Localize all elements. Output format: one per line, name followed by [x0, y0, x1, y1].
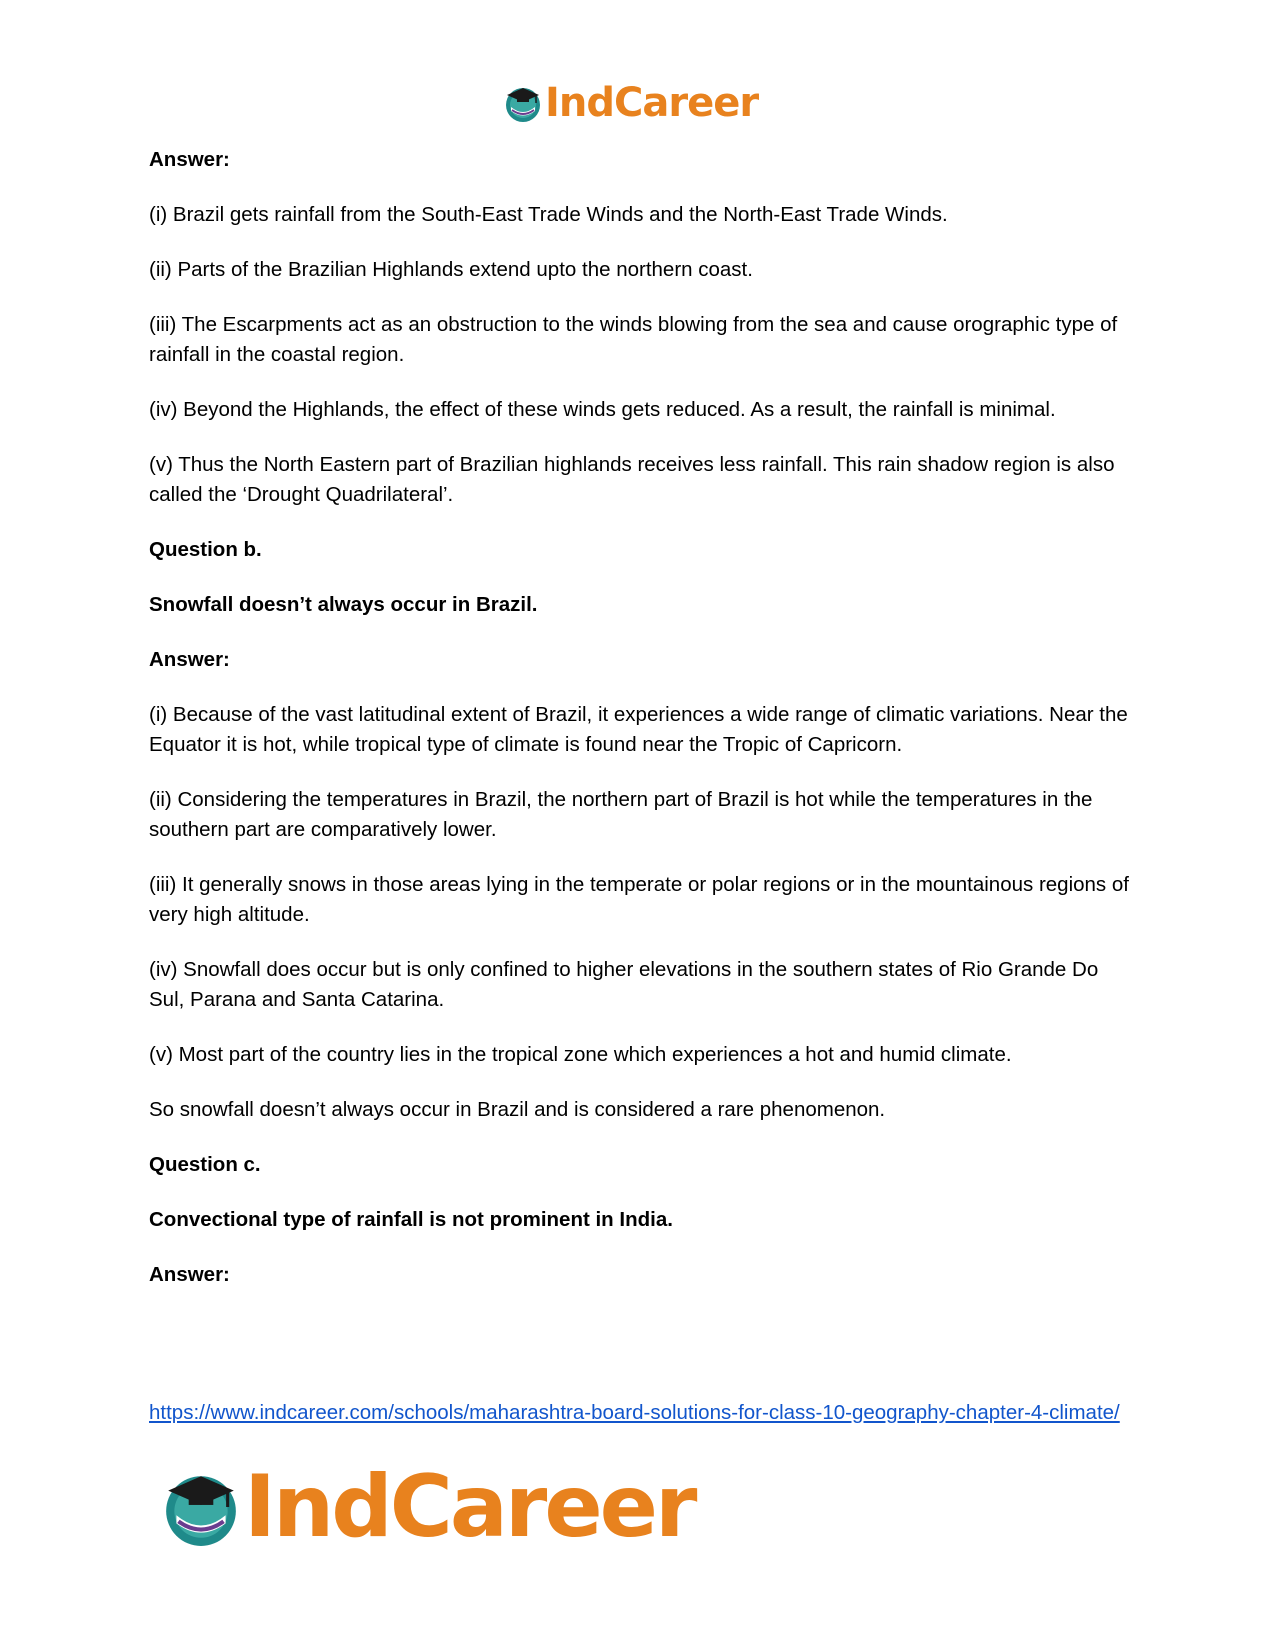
paragraph: (v) Most part of the country lies in the tropical zone which experiences a hot and humid climate. — [149, 1043, 1012, 1066]
footer-logo — [160, 1457, 695, 1557]
graduation-cap-globe-icon — [160, 1466, 242, 1548]
paragraph: (iv) Beyond the Highlands, the effect of these winds gets reduced. As a result, the rainfall is minimal. — [149, 398, 1056, 421]
paragraph: (ii) Considering the temperatures in Brazil, the northern part of Brazil is hot while the temperatures in the southern part are comparatively lower. — [149, 788, 1093, 841]
paragraph: (i) Brazil gets rainfall from the South-East Trade Winds and the North-East Trade Winds. — [149, 203, 948, 226]
logo-text: IndCareer — [244, 1457, 695, 1557]
answer-heading: Answer: — [149, 148, 230, 171]
question-heading: Question c. — [149, 1153, 261, 1176]
answer-heading: Answer: — [149, 648, 230, 671]
paragraph: So snowfall doesn’t always occur in Brazil and is considered a rare phenomenon. — [149, 1098, 886, 1121]
question-text: Snowfall doesn’t always occur in Brazil. — [149, 593, 538, 616]
graduation-cap-globe-icon — [503, 83, 543, 123]
question-heading: Question b. — [149, 538, 262, 561]
paragraph: (ii) Parts of the Brazilian Highlands extend upto the northern coast. — [149, 258, 753, 281]
paragraph: (iv) Snowfall does occur but is only confined to higher elevations in the southern states of Rio Grande Do Sul, Parana and Santa Catarina. — [149, 958, 1099, 1011]
header-logo — [503, 80, 758, 126]
paragraph: (iii) The Escarpments act as an obstruction to the winds blowing from the sea and cause orographic type of rainfall in the coastal region. — [149, 313, 1118, 366]
paragraph: (iii) It generally snows in those areas lying in the temperate or polar regions or in the mountainous regions of very high altitude. — [149, 873, 1129, 926]
logo-text: IndCareer — [545, 80, 759, 126]
source-link[interactable]: https://www.indcareer.com/schools/maharashtra-board-solutions-for-class-10-geography-chapter-4-climate/ — [149, 1401, 1120, 1424]
paragraph: (i) Because of the vast latitudinal extent of Brazil, it experiences a wide range of climatic variations. Near the Equator it is hot, while tropical type of climate is found near the Tropic of Capricorn. — [149, 703, 1128, 756]
document-body — [149, 145, 1129, 1315]
question-text: Convectional type of rainfall is not prominent in India. — [149, 1208, 673, 1231]
paragraph: (v) Thus the North Eastern part of Brazilian highlands receives less rainfall. This rain shadow region is also called the ‘Drought Quadrilateral’. — [149, 453, 1115, 506]
answer-heading: Answer: — [149, 1263, 230, 1286]
